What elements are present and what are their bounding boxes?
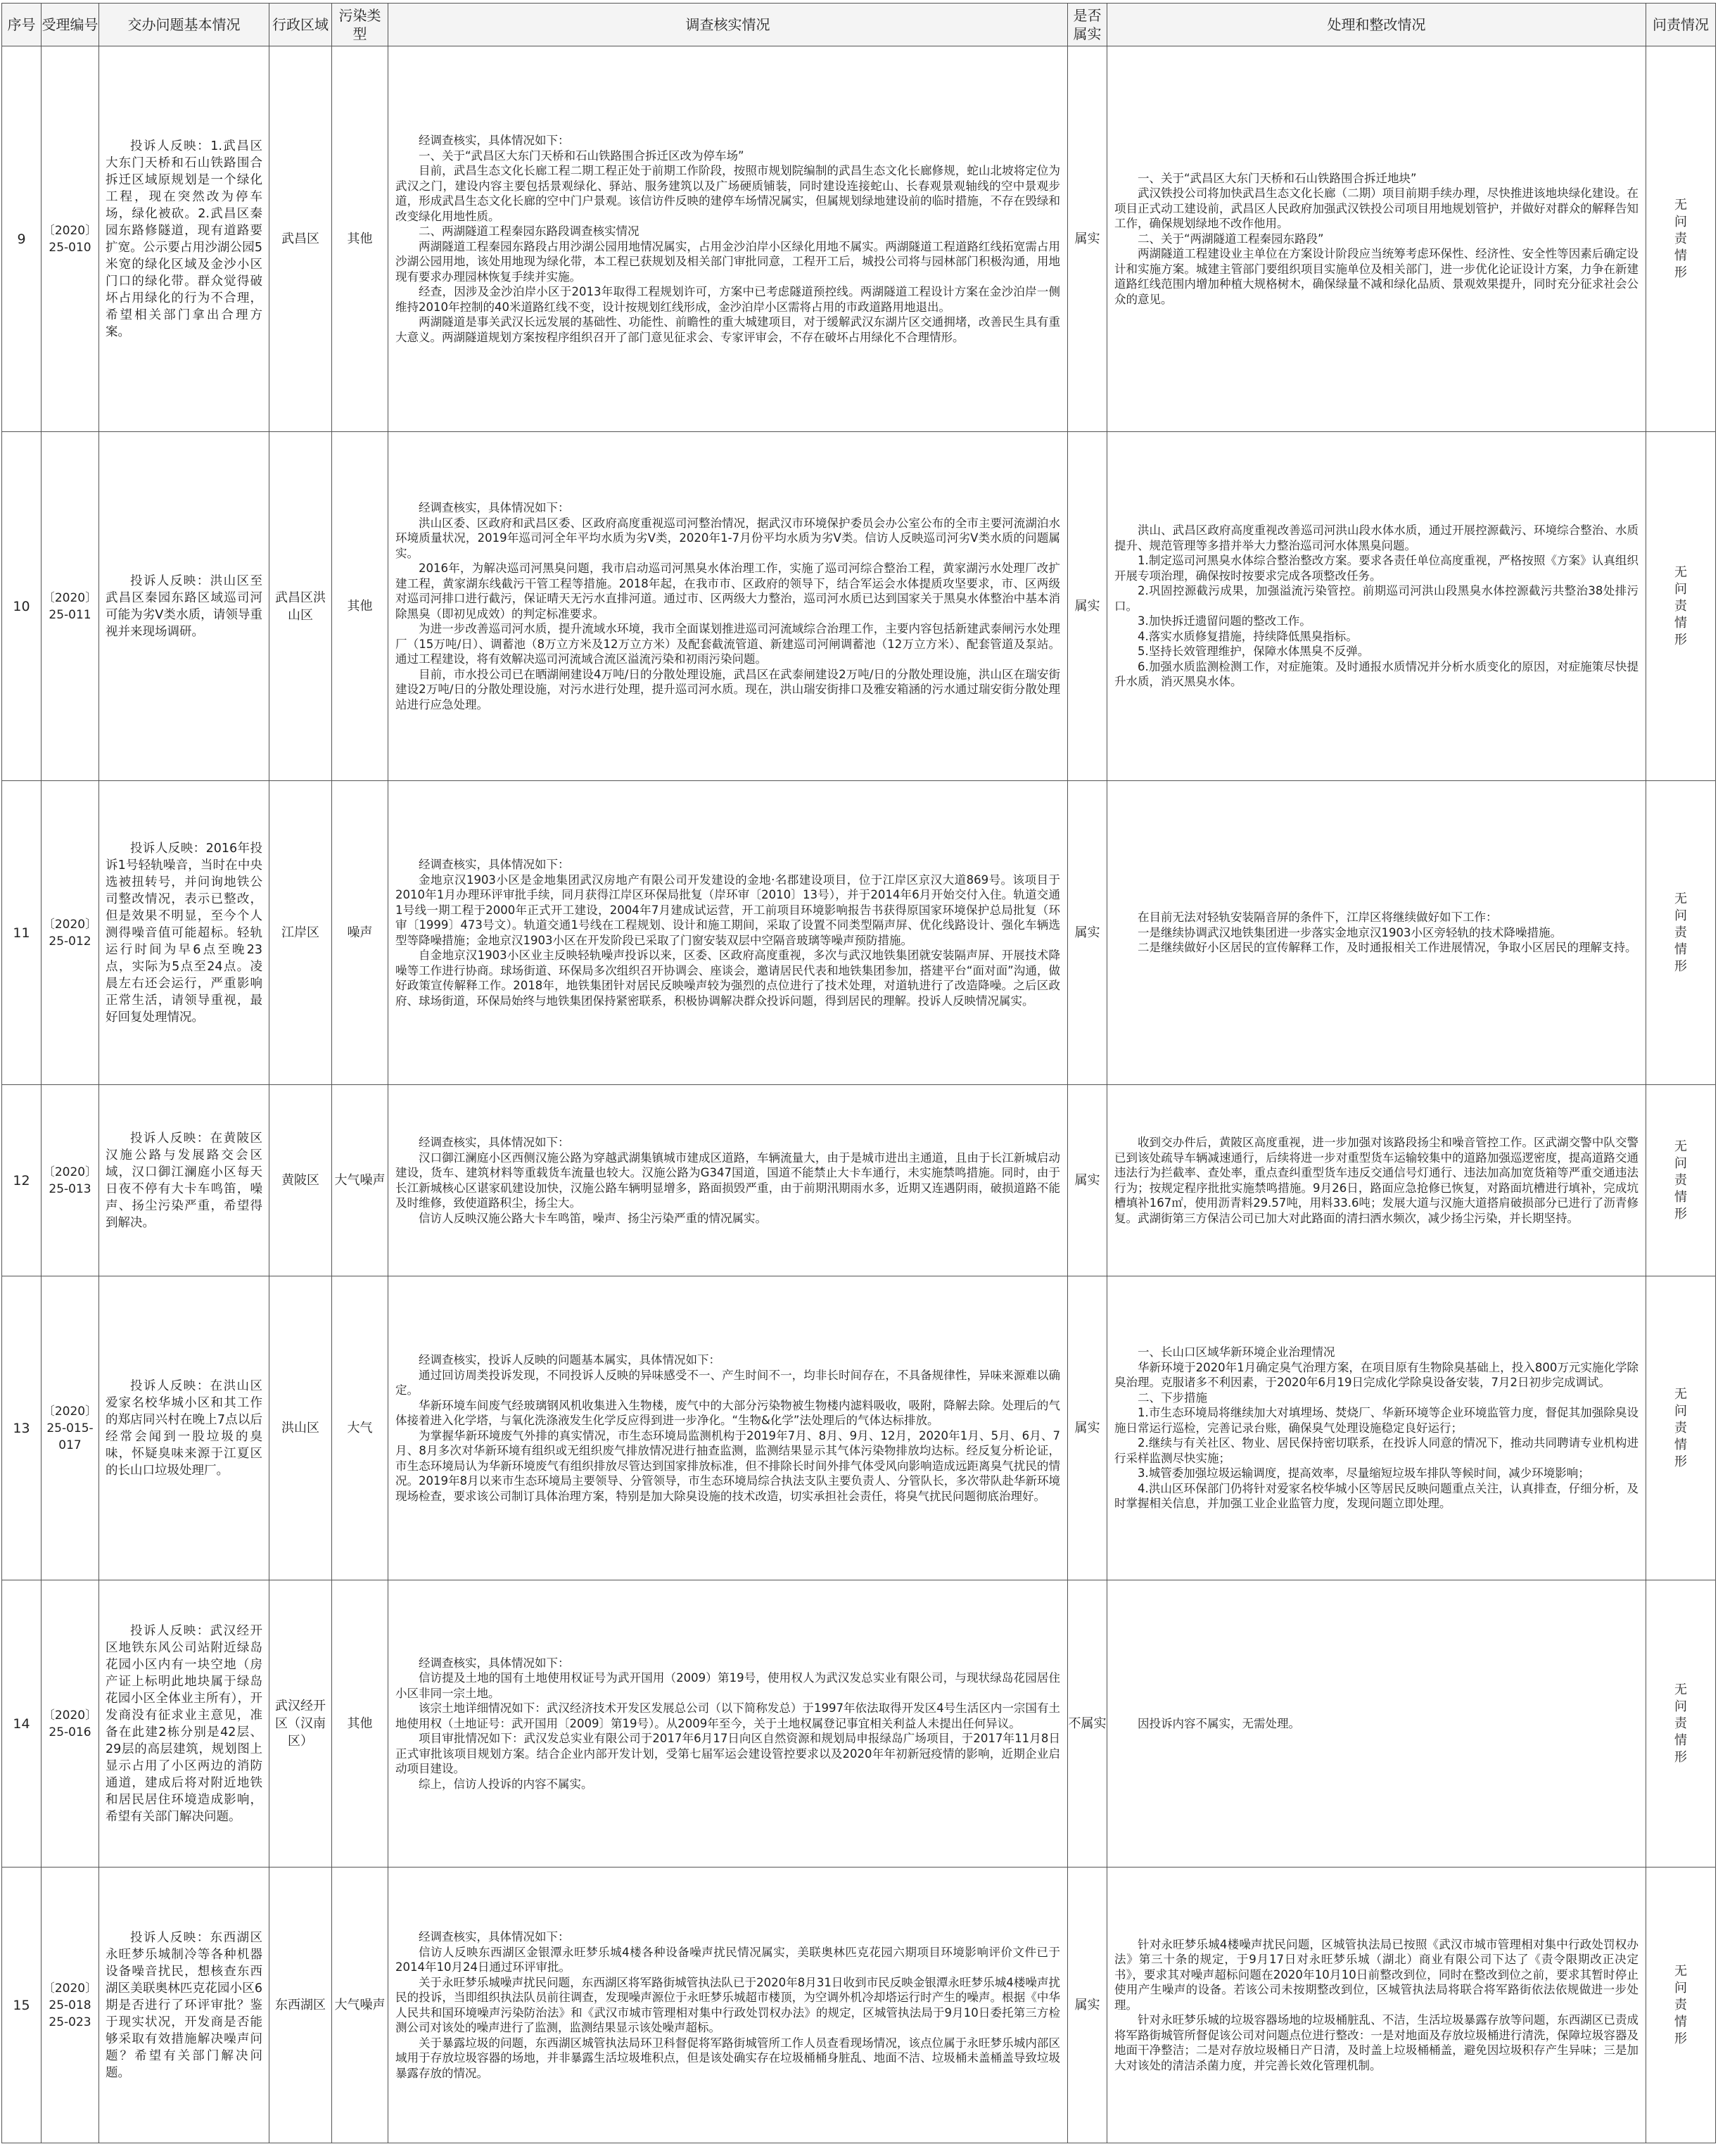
row-problem — [99, 1868, 269, 2143]
row-investigation — [388, 46, 1068, 432]
investigation-paragraph: 2016年，为解决巡司河黑臭问题，我市启动巡司河黑臭水体治理工作，实施了巡司河综合整治工程，黄家湖污水处理厂改扩建工程，黄家湖东线截污干管工程等措施。2018年起，在我市市、区政府的领导下，结合军运会水体提质攻坚要求，市、区两级对巡司河排口进行截污，保证晴天无污水直排河道。通过市、区两级大力整治，巡司河水质已达到国家关于黑臭水体整治中基本消除黑臭（即初见成效）的判定标准要求。 — [395, 562, 1060, 621]
investigation-paragraph: 二、两湖隧道工程秦园东路段调查核实情况 — [419, 224, 640, 238]
accountability-text: 无问责情形 — [1674, 197, 1687, 280]
row-accept-code: 〔2020〕25-016 — [42, 1580, 99, 1868]
row-verified: 属实 — [1068, 432, 1107, 781]
handling-paragraph: 3.加快拆迁遗留问题的整改工作。 — [1138, 614, 1311, 628]
row-pollution: 其他 — [332, 46, 388, 432]
handling-paragraph: 针对永旺梦乐城4楼噪声扰民问题，区城管执法局已按照《武汉市城市管理相对集中行政处罚权办法》第三十条的规定，于9月17日对永旺梦乐城（湖北）商业有限公司下达了《责令限期改正决定书》，要求其对噪声超标问题在2020年10月10日前整改到位，同时在整改到位之前，要求其暂时停止使用产生噪声的设备。若该公司未按期整改到位，区城管执法局将联合将军路街依法依规做进一步处理。 — [1114, 1937, 1639, 2012]
row-accept-code: 〔2020〕25-015-017 — [42, 1276, 99, 1580]
row-pollution: 大气 — [332, 1276, 388, 1580]
row-handling — [1107, 1868, 1646, 2143]
investigation-paragraph: 经调查核实，具体情况如下： — [419, 134, 570, 147]
investigation-paragraph: 综上，信访人投诉的内容不属实。 — [419, 1777, 593, 1791]
row-problem — [99, 1580, 269, 1868]
handling-paragraph: 二是继续做好小区居民的宣传解释工作，及时通报相关工作进展情况，争取小区居民的理解支持。 — [1138, 941, 1637, 955]
row-accept-code: 〔2020〕25-012 — [42, 781, 99, 1085]
row-handling — [1107, 1580, 1646, 1868]
handling-paragraph: 4.落实水质修复措施，持续降低黑臭指标。 — [1138, 629, 1358, 643]
row-problem — [99, 1276, 269, 1580]
row-seq: 9 — [2, 46, 42, 432]
row-problem — [99, 781, 269, 1085]
handling-paragraph: 4.洪山区环保部门仍将针对爱家名校华城小区等居民反映问题重点关注，认真排查，仔细分析，及时掌握相关信息，并加强工业企业监管力度，发现问题立即处理。 — [1114, 1481, 1639, 1511]
problem-text: 投诉人反映：武汉经开区地铁东风公司站附近绿岛花园小区内有一块空地（房产证上标明此地块属于绿岛花园小区全体业主所有），开发商没有征求业主意见，准备在此建2栋分别是42层、29层的高层建筑，规划图上显示占用了小区两边的消防通道，建成后将对附近地铁和居民居住环境造成影响，希望有关部门解决问题。 — [106, 1623, 262, 1824]
row-verified: 属实 — [1068, 1868, 1107, 2143]
investigation-paragraph: 信访提及土地的国有土地使用权证号为武开国用（2009）第19号，使用权人为武汉发总实业有限公司，与现状绿岛花园居住小区非同一宗土地。 — [395, 1671, 1060, 1700]
header-problem: 交办问题基本情况 — [99, 4, 269, 46]
investigation-paragraph: 汉口御江澜庭小区西侧汉施公路为穿越武湖集镇城市建成区道路，车辆流量大，由于是城市进出主通道，且由于长江新城启动建设，货车、建筑材料等重载货车流量也较大。汉施公路为G347国道，国道不能禁止大卡车通行，未实施禁鸣措施。同时，由于长江新城核心区谌家矶建设加快，汉施公路车辆明显增多，路面损毁严重，由于前期汛期雨水多，近期又连遇阴雨，破损道路不能及时维修，致使道路积尘，扬尘大。 — [395, 1150, 1060, 1210]
row-pollution: 大气噪声 — [332, 1085, 388, 1276]
accountability-text: 无问责情形 — [1674, 1682, 1687, 1765]
problem-text: 投诉人反映：在洪山区爱家名校华城小区和其工作的郑店同兴村在晚上7点以后经常会闻到一股垃圾的臭味，怀疑臭味来源于江夏区的长山口垃圾处理厂。 — [106, 1378, 262, 1478]
handling-paragraph: 二、下步措施 — [1138, 1390, 1207, 1404]
row-accountability — [1646, 1085, 1716, 1276]
investigation-paragraph: 经调查核实，具体情况如下： — [419, 1656, 570, 1670]
investigation-paragraph: 自金地京汉1903小区业主反映轻轨噪声投诉以来，区委、区政府高度重视，多次与武汉地铁集团就安装隔声屏、开展技术降噪等工作进行协商。球场街道、环保局多次组织召开协调会、座谈会，邀请居民代表和地铁集团参加，搭建平台“面对面”沟通，做好政策宣传解释工作。2018年，地铁集团针对居民反映噪声较为强烈的点位进行了技术处理，对道轨进行了改造降噪。之后区政府、球场街道，环保局始终与地铁集团保持紧密联系，积极协调解决群众投诉问题，得到居民的理解。投诉人反映情况属实。 — [395, 949, 1060, 1008]
row-district: 洪山区 — [269, 1276, 332, 1580]
handling-paragraph: 洪山、武昌区政府高度重视改善巡司河洪山段水体水质，通过开展控源截污、环境综合整治、水质提升、规范管理等多措并举大力整治巡司河水体黑臭问题。 — [1114, 524, 1639, 552]
table-row — [2, 1580, 1716, 1868]
investigation-paragraph: 经调查核实，投诉人反映的问题基本属实，具体情况如下： — [419, 1353, 720, 1366]
handling-paragraph: 二、关于“两湖隧道工程秦园东路段” — [1138, 232, 1324, 246]
complaint-table-sheet — [1, 3, 1715, 2153]
row-problem — [99, 46, 269, 432]
row-district: 黄陂区 — [269, 1085, 332, 1276]
row-accountability — [1646, 1580, 1716, 1868]
complaint-table — [1, 3, 1716, 2143]
row-investigation — [388, 781, 1068, 1085]
investigation-paragraph: 该宗土地详细情况如下：武汉经济技术开发区发展总公司（以下简称发总）于1997年依法取得开发区4号生活区内一宗国有土地使用权（土地证号：武开国用〔2009〕第19号）。从2009年至今，关于土地权属登记事宜相关利益人未提出任何异议。 — [395, 1701, 1060, 1730]
accountability-text: 无问责情形 — [1674, 1386, 1687, 1469]
row-seq: 15 — [2, 1868, 42, 2143]
investigation-paragraph: 关于永旺梦乐城噪声扰民问题，东西湖区将军路街城管执法队已于2020年8月31日收到市民反映金银潭永旺梦乐城4楼噪声扰民的投诉，当即组织执法队员前往调查，发现噪声源位于永旺梦乐城超市楼顶，为空调外机冷却塔运行时产生的噪声。根据《中华人民共和国环境噪声污染防治法》和《武汉市城市管理相对集中行政处罚权办法》的规定，区城管执法局于9月10日委托第三方检测公司对该处的噪声进行了监测，监测结果显示该处噪声超标。 — [395, 1975, 1060, 2034]
row-accept-code: 〔2020〕25-013 — [42, 1085, 99, 1276]
table-row — [2, 781, 1716, 1085]
handling-paragraph: 一是继续协调武汉地铁集团进一步落实金地京汉1903小区旁轻轨的技术降噪措施。 — [1138, 925, 1562, 939]
investigation-paragraph: 经调查核实，具体情况如下： — [419, 1930, 570, 1943]
header-seq: 序号 — [2, 4, 42, 46]
accountability-text: 无问责情形 — [1674, 564, 1687, 647]
accountability-text: 无问责情形 — [1674, 1139, 1687, 1222]
handling-paragraph: 因投诉内容不属实，无需处理。 — [1138, 1716, 1300, 1730]
row-handling — [1107, 46, 1646, 432]
row-district: 东西湖区 — [269, 1868, 332, 2143]
problem-text: 投诉人反映：2016年投诉1号轻轨噪音，当时在中央选被扭转号，并问询地铁公司整改情况，表示已整改，但是效果不明显，至今个人测得噪音值可能超标。轻轨运行时间为早6点至晚23点，实际为5点至24点。凌晨左右还会运行，严重影响正常生活，请领导重视，最好回复处理情况。 — [106, 841, 262, 1025]
investigation-paragraph: 经调查核实，具体情况如下： — [419, 1136, 570, 1149]
row-seq: 13 — [2, 1276, 42, 1580]
row-investigation — [388, 1580, 1068, 1868]
row-verified: 属实 — [1068, 1276, 1107, 1580]
problem-text: 投诉人反映：在黄陂区汉施公路与发展路交会区域，汉口御江澜庭小区每天日夜不停有大卡车鸣笛，噪声、扬尘污染严重，希望得到解决。 — [106, 1131, 262, 1230]
row-seq: 14 — [2, 1580, 42, 1868]
row-accept-code: 〔2020〕25-018 25-023 — [42, 1868, 99, 2143]
row-accept-code: 〔2020〕25-010 — [42, 46, 99, 432]
investigation-paragraph: 经调查核实，具体情况如下： — [419, 501, 570, 514]
table-header-row — [2, 4, 1716, 46]
handling-paragraph: 1.市生态环境局将继续加大对填埋场、焚烧厂、华新环境等企业环境监管力度，督促其加强除臭设施日常运行巡检，完善记录台账，确保臭气处理设施稳定良好运行； — [1114, 1406, 1639, 1435]
row-verified: 属实 — [1068, 46, 1107, 432]
row-investigation — [388, 1085, 1068, 1276]
table-row — [2, 432, 1716, 781]
investigation-paragraph: 项目审批情况如下：武汉发总实业有限公司于2017年6月17日向区自然资源和规划局申报绿岛广场项目，于2017年11月8日正式审批该项目规划方案。结合企业内部开发计划，受第七届军运会建设管控要求以及2020年年初新冠疫情的影响，近期企业启动项目建设。 — [395, 1732, 1060, 1776]
table-row — [2, 1276, 1716, 1580]
investigation-paragraph: 两湖隧道工程秦园东路段占用沙湖公园用地情况属实，占用金沙泊岸小区绿化用地不属实。两湖隧道工程道路红线拓宽需占用沙湖公园用地，该处用地现为绿化带，本工程已获规划及相关部门审批同意，工程开工后，城投公司将与园林部门积极沟通，用地现有要求办理园林恢复手续并实施。 — [395, 239, 1060, 284]
problem-text: 投诉人反映：洪山区至武昌区秦园东路区域巡司河可能为劣Ⅴ类水质，请领导重视并来现场调研。 — [106, 573, 262, 639]
handling-paragraph: 两湖隧道工程建设业主单位在方案设计阶段应当统筹考虑环保性、经济性、安全性等因素后确定设计和实施方案。城建主管部门要组织项目实施单位及相关部门，进一步优化论证设计方案，力争在新建道路红线范围内增加种植大规格树木，确保绿量不减和绿化品质、景观效果提升，同时充分征求社会公众的意见。 — [1114, 247, 1639, 306]
row-pollution: 其他 — [332, 432, 388, 781]
problem-text: 投诉人反映：东西湖区永旺梦乐城制冷等各种机器设备噪音扰民，想核查东西湖区美联奥林匹克花园小区6期是否进行了环评审批？鉴于现实状况，开发商是否能够采取有效措施解决噪声问题？希望有关部门解决问题。 — [106, 1930, 262, 2080]
row-seq: 11 — [2, 781, 42, 1085]
investigation-paragraph: 经查，因涉及金沙泊岸小区于2013年取得工程规划许可，方案中已考虑隧道预控线。两湖隧道工程设计方案在金沙泊岸一侧维持2010年控制的40米道路红线不变，设计按规划红线形成，金沙泊岸小区需将占用的市政道路用地退出。 — [395, 285, 1060, 314]
row-verified: 不属实 — [1068, 1580, 1107, 1868]
investigation-paragraph: 两湖隧道是事关武汉长远发展的基础性、功能性、前瞻性的重大城建项目，对于缓解武汉东湖片区交通拥堵，改善民生具有重大意义。两湖隧道规划方案按程序组织召开了部门意见征求会、专家评审会，不存在破坏占用绿化不合理情形。 — [395, 315, 1060, 344]
row-pollution: 其他 — [332, 1580, 388, 1868]
investigation-paragraph: 经调查核实，具体情况如下： — [419, 858, 570, 871]
row-handling — [1107, 1276, 1646, 1580]
row-investigation — [388, 1276, 1068, 1580]
row-accept-code: 〔2020〕25-011 — [42, 432, 99, 781]
investigation-paragraph: 信访人反映汉施公路大卡车鸣笛，噪声、扬尘污染严重的情况属实。 — [419, 1211, 767, 1225]
handling-paragraph: 3.城管委加强垃圾运输调度，提高效率，尽量缩短垃圾车排队等候时间，减少环境影响； — [1138, 1466, 1590, 1480]
row-handling — [1107, 1085, 1646, 1276]
header-accept-no: 受理编号 — [42, 4, 99, 46]
investigation-paragraph: 华新环境车间废气经玻璃钢风机收集进入生物楼，废气中的大部分污染物被生物楼内滤料吸收，吸附，降解去除。处理后的气体接着进入化学塔，与氧化洗涤液发生化学反应得到进一步净化。“生物&化学”法处理后的气体达标排放。 — [395, 1398, 1060, 1427]
header-investigation: 调查核实情况 — [388, 4, 1068, 46]
investigation-paragraph: 目前，武昌生态文化长廊工程二期工程正处于前期工作阶段，按照市规划院编制的武昌生态文化长廊修规，蛇山北坡将定位为武汉之门，建设内容主要包括景观绿化、驿站、服务建筑以及广场硬质铺装，同时建设连接蛇山、长春观景观轴线的空中景观步道，形成武昌生态文化长廊的空中门户景观。该信访件反映的建停车场情况属实，但属规划绿地建设前的临时措施，不存在毁绿和改变绿化用地性质。 — [395, 164, 1060, 223]
investigation-paragraph: 为进一步改善巡司河水质，提升流域水环境，我市全面谋划推进巡司河流域综合治理工作，主要内容包括新建武泰闸污水处理厂（15万吨/日）、调蓄池（8万立方米及12万立方米）及配套截流管道、新建巡司河闸调蓄池（12万立方米）、配套管道及泵站。通过工程建设，将有效解决巡司河流域合流区溢流污染和初雨污染问题。 — [395, 622, 1060, 666]
row-accountability — [1646, 46, 1716, 432]
investigation-paragraph: 洪山区委、区政府和武昌区委、区政府高度重视巡司河整治情况，据武汉市环境保护委员会办公室公布的全市主要河流湖泊水环境质量状况，2019年巡司河全年平均水质为劣Ⅴ类，2020年1-7月份平均水质为劣Ⅴ类。信访人反映巡司河劣Ⅴ类水质的问题属实。 — [395, 516, 1060, 560]
investigation-paragraph: 一、关于“武昌区大东门天桥和石山铁路围合拆迁区改为停车场” — [419, 148, 744, 163]
problem-text: 投诉人反映：1.武昌区大东门天桥和石山铁路围合拆迁区域原规划是一个绿化工程，现在突然改为停车场，绿化被砍。2.武昌区秦园东路修隧道，现有道路要扩宽。公示要占用沙湖公园5米宽的绿化区域及金沙小区门口的绿化带。群众觉得破坏占用绿化的行为不合理，希望相关部门拿出合理方案。 — [106, 139, 262, 339]
handling-paragraph: 1.制定巡司河黑臭水体综合整治整改方案。要求各责任单位高度重视，严格按照《方案》认真组织开展专项治理，确保按时按要求完成各项整改任务。 — [1114, 554, 1639, 583]
header-district: 行政区域 — [269, 4, 332, 46]
accountability-text: 无问责情形 — [1674, 1963, 1687, 2046]
handling-paragraph: 收到交办件后，黄陂区高度重视，进一步加强对该路段扬尘和噪音管控工作。区武湖交警中队交警已到该处疏导车辆减速通行，后续将进一步对重型货车运输较集中的道路加强巡逻密度，提高道路交通违法行为拦截率、查处率，重点查纠重型货车违反交通信号灯通行、违法加高加宽货箱等严重交通违法行为；按规定程序批批实施禁鸣措施。9月26日，路面应急抢修已恢复，对路面坑槽进行填补，完成坑槽填补167㎡，使用沥青料29.57吨，用料33.6吨；发展大道与汉施大道搭肩破损部分已进行了沥青修复。武湖街第三方保洁公司已加大对此路面的清扫洒水频次，减少扬尘污染，并长期坚持。 — [1114, 1136, 1639, 1225]
row-investigation — [388, 1868, 1068, 2143]
row-district: 江岸区 — [269, 781, 332, 1085]
row-accountability — [1646, 432, 1716, 781]
row-seq: 12 — [2, 1085, 42, 1276]
handling-paragraph: 在目前无法对轻轨安装隔音屏的条件下，江岸区将继续做好如下工作： — [1138, 911, 1498, 925]
accountability-text: 无问责情形 — [1674, 891, 1687, 974]
investigation-paragraph: 金地京汉1903小区是金地集团武汉房地产有限公司开发建设的金地·名郡建设项目，位于江岸区京汉大道869号。该项目于2010年1月办理环评审批手续，同月获得江岸区环保局批复（岸环审〔2010〕13号），并于2014年6月开始交付入住。轨道交通1号线一期工程于2000年正式开工建设，2004年7月建成试运营，开工前项目环境影响报告书获得原国家环境保护总局批复（环审〔1999〕473号文）。轨道交通1号线在工程规划、设计和施工期间，采取了设置不同类型隔声屏、优化线路设计、强化车辆选型等降噪措施；金地京汉1903小区在开发阶段已采取了门窗安装双层中空隔音玻璃等噪声预防措施。 — [395, 873, 1060, 947]
table-row — [2, 46, 1716, 432]
investigation-paragraph: 信访人反映东西湖区金银潭永旺梦乐城4楼各种设备噪声扰民情况属实，美联奥林匹克花园六期项目环境影响评价文件已于2014年10月24日通过环评审批。 — [395, 1945, 1060, 1974]
handling-paragraph: 一、关于“武昌区大东门天桥和石山铁路围合拆迁地块” — [1138, 171, 1417, 185]
row-investigation — [388, 432, 1068, 781]
row-accountability — [1646, 1868, 1716, 2143]
row-problem — [99, 1085, 269, 1276]
header-accountability: 问责情况 — [1646, 4, 1716, 46]
row-district: 武昌区洪山区 — [269, 432, 332, 781]
row-verified: 属实 — [1068, 1085, 1107, 1276]
investigation-paragraph: 通过回访周类投诉发现，不同投诉人反映的异味感受不一、产生时间不一，均非长时间存在，不具备规律性，异味来源难以确定。 — [395, 1368, 1060, 1397]
row-pollution: 大气噪声 — [332, 1868, 388, 2143]
handling-paragraph: 针对永旺梦乐城的垃圾容器场地的垃圾桶脏乱、不洁，生活垃圾暴露存放等问题，东西湖区已责成将军路街城管所督促该公司对问题点位进行整改：一是对地面及存放垃圾桶进行清洗，保障垃圾容器及地面干净整洁；二是对存放垃圾桶日产日清，及时盖上垃圾桶桶盖，避免因垃圾积存产生异味；三是加大对该处的清洁杀菌力度，并完善长效化管理机制。 — [1114, 2013, 1639, 2072]
investigation-paragraph: 为掌握华新环境废气外排的真实情况，市生态环境局监测机构于2019年7月、8月、9月、12月，2020年1月、5月、6月、7月、8月多次对华新环境有组织或无组织废气排放情况进行抽查监测，监测结果显示其气体污染物排放均达标。经反复分析论证，市生态环境局认为华新环境废气有组织排放尽管达到国家排放标准，但不排除长时间外排气体受风向影响造成远距离臭气扰民的情况。2019年8月以来市生态环境局主要领导、分管领导，市生态环境局综合执法支队主要负责人、分管队长，多次带队赴华新环境现场检查，要求该公司制订具体治理方案，特别是加大除臭设施的技术改造，切实承担社会责任，将臭气扰民问题彻底治理好。 — [395, 1428, 1060, 1503]
table-row — [2, 1868, 1716, 2143]
row-handling — [1107, 781, 1646, 1085]
handling-paragraph: 6.加强水质监测检测工作，对症施策。及时通报水质情况并分析水质变化的原因，对症施策尽快提升水质，消灭黑臭水体。 — [1114, 659, 1639, 689]
row-accountability — [1646, 1276, 1716, 1580]
row-district: 武昌区 — [269, 46, 332, 432]
row-accountability — [1646, 781, 1716, 1085]
handling-paragraph: 2.巩固控源截污成果，加强溢流污染管控。前期巡司河洪山段黑臭水体控源截污共整治38处排污口。 — [1114, 584, 1639, 613]
investigation-paragraph: 目前，市水投公司已在晒湖闸建设4万吨/日的分散处理设施，武昌区在武泰闸建设2万吨/日的分散处理设施，洪山区在瑞安街建设2万吨/日的分散处理设施，对污水进行处理，提升巡司河水质。现在，洪山瑞安街排口及雅安箱涵的污水通过瑞安街分散处理站进行应急处理。 — [395, 667, 1060, 711]
table-row — [2, 1085, 1716, 1276]
row-handling — [1107, 432, 1646, 781]
row-problem — [99, 432, 269, 781]
handling-paragraph: 华新环境于2020年1月确定臭气治理方案，在项目原有生物除臭基础上，投入800万元实施化学除臭治理。克服诸多不利因素，于2020年6月19日完成化学除臭设备安装，7月2日初步完成调试。 — [1114, 1360, 1639, 1390]
header-handling: 处理和整改情况 — [1107, 4, 1646, 46]
row-verified: 属实 — [1068, 781, 1107, 1085]
header-pollution: 污染类型 — [332, 4, 388, 46]
handling-paragraph: 一、长山口区域华新环境企业治理情况 — [1138, 1345, 1335, 1359]
investigation-paragraph: 关于暴露垃圾的问题，东西湖区城管执法局环卫科督促将军路街城管所工作人员查看现场情况，该点位属于永旺梦乐城内部区域用于存放垃圾容器的场地，并非暴露生活垃圾堆积点，但是该处确实存在垃圾桶桶身脏乱、地面不洁、垃圾桶未盖桶盖导致垃圾暴露存放的情况。 — [395, 2036, 1060, 2080]
handling-paragraph: 武汉铁投公司将加快武昌生态文化长廊（二期）项目前期手续办理，尽快推进该地块绿化建设。在项目正式动工建设前，武昌区人民政府加强武汉铁投公司项目用地规划管护，并做好对群众的解释告知工作，确保规划绿地不改作他用。 — [1114, 186, 1639, 231]
row-pollution: 噪声 — [332, 781, 388, 1085]
header-verified: 是否属实 — [1068, 4, 1107, 46]
row-seq: 10 — [2, 432, 42, 781]
handling-paragraph: 2.继续与有关社区、物业、居民保持密切联系，在投诉人同意的情况下，推动共同聘请专业机构进行采样监测尽快实施； — [1114, 1436, 1639, 1465]
handling-paragraph: 5.坚持长效管理维护，保障水体黑臭不反弹。 — [1138, 645, 1370, 659]
row-district: 武汉经开区（汉南区） — [269, 1580, 332, 1868]
